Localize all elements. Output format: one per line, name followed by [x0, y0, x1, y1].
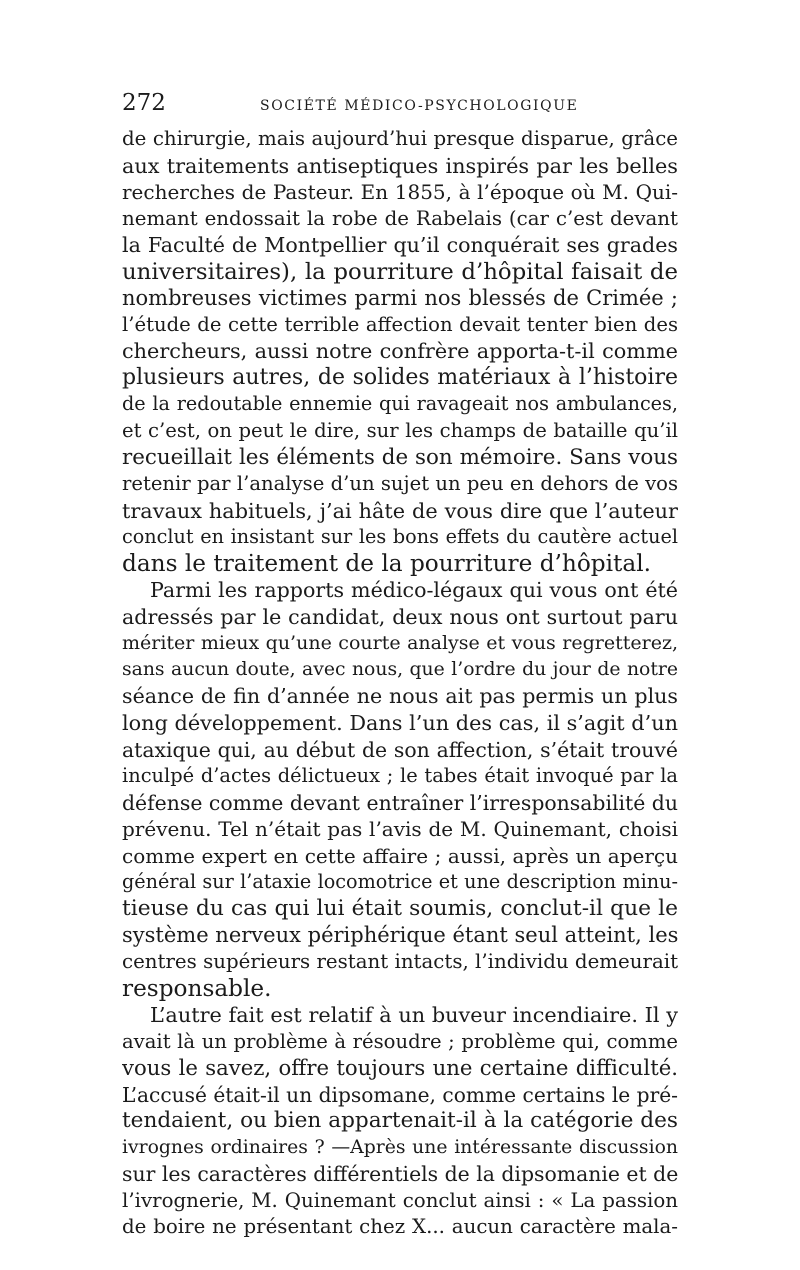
- text-line: L’autre fait est relatif à un buveur incendiaire. Il y: [150, 1003, 678, 1028]
- text-line: avait là un problème à résoudre ; problème qui, comme: [122, 1029, 678, 1053]
- page-number: 272: [122, 90, 166, 116]
- text-line: ataxique qui, au début de son affection, s’était trouvé: [122, 737, 678, 762]
- text-line: centres supérieurs restant intacts, l’individu demeurait: [122, 949, 678, 973]
- text-line: comme expert en cette affaire ; aussi, après un aperçu: [122, 843, 678, 868]
- text-line: sur les caractères différentiels de la dipsomanie et de: [122, 1162, 678, 1187]
- text-line: responsable.: [122, 975, 272, 1002]
- text-line: L’accusé était-il un dipsomane, comme certains le pré-: [122, 1082, 678, 1107]
- text-line: l’ivrognerie, M. Quinemant conclut ainsi : « La passion: [122, 1188, 678, 1212]
- body-text: [122, 126, 678, 1241]
- page-header: [122, 88, 678, 118]
- text-line: ivrognes ordinaires ? —Après une intéressante discussion: [122, 1136, 678, 1158]
- text-line: nemant endossait la robe de Rabelais (car c’est devant: [122, 206, 678, 230]
- text-line: de boire ne présentant chez X... aucun caractère mala-: [122, 1215, 678, 1239]
- text-line: adressés par le candidat, deux nous ont surtout paru: [122, 604, 678, 629]
- text-line: et c’est, on peut le dire, sur les champs de bataille qu’il: [122, 419, 678, 443]
- text-line: tendaient, ou bien appartenait-il à la catégorie des: [122, 1108, 678, 1134]
- text-line: séance de fin d’année ne nous ait pas permis un plus: [122, 684, 678, 709]
- text-line: défense comme devant entraîner l’irresponsabilité du: [122, 790, 678, 815]
- text-line: recueillait les éléments de son mémoire. Sans vous: [122, 444, 678, 470]
- running-head: SOCIÉTÉ MÉDICO-PSYCHOLOGIQUE: [260, 98, 579, 114]
- text-line: mériter mieux qu’une courte analyse et vous regretterez,: [122, 632, 678, 655]
- text-line: l’étude de cette terrible affection devait tenter bien des: [122, 312, 678, 336]
- text-line: nombreuses victimes parmi nos blessés de Crimée ;: [122, 286, 678, 311]
- text-line: retenir par l’analyse d’un sujet un peu en dehors de vos: [122, 472, 678, 496]
- text-line: la Faculté de Montpellier qu’il conquérait ses grades: [122, 233, 678, 258]
- text-line: conclut en insistant sur les bons effets du cautère actuel: [122, 525, 678, 549]
- text-line: chercheurs, aussi notre confrère apporta-t-il comme: [122, 339, 678, 364]
- text-line: vous le savez, offre toujours une certaine difficulté.: [122, 1055, 678, 1081]
- text-line: général sur l’ataxie locomotrice et une description minu-: [122, 870, 678, 894]
- text-line: sans aucun doute, avec nous, que l’ordre du jour de notre: [122, 658, 678, 680]
- text-line: tieuse du cas qui lui était soumis, conclut-il que le: [122, 895, 678, 921]
- text-line: travaux habituels, j’ai hâte de vous dire que l’auteur: [122, 498, 678, 523]
- text-line: universitaires), la pourriture d’hôpital faisait de: [122, 258, 678, 285]
- text-line: dans le traitement de la pourriture d’hôpital.: [122, 550, 651, 577]
- text-line: inculpé d’actes délictueux ; le tabes était invoqué par la: [122, 764, 678, 788]
- text-line: prévenu. Tel n’était pas l’avis de M. Quinemant, choisi: [122, 817, 678, 842]
- text-line: de chirurgie, mais aujourd’hui presque disparue, grâce: [122, 127, 678, 150]
- text-line: plusieurs autres, de solides matériaux à l’histoire: [122, 364, 678, 390]
- text-line: système nerveux périphérique étant seul atteint, les: [122, 923, 678, 948]
- text-line: Parmi les rapports médico-légaux qui vous ont été: [150, 578, 678, 603]
- text-line: de la redoutable ennemie qui ravageait nos ambulances,: [122, 392, 678, 416]
- text-line: long développement. Dans l’un des cas, il s’agit d’un: [122, 711, 678, 736]
- text-line: recherches de Pasteur. En 1855, à l’époque où M. Qui-: [122, 180, 678, 205]
- text-line: aux traitements antiseptiques inspirés par les belles: [122, 153, 678, 178]
